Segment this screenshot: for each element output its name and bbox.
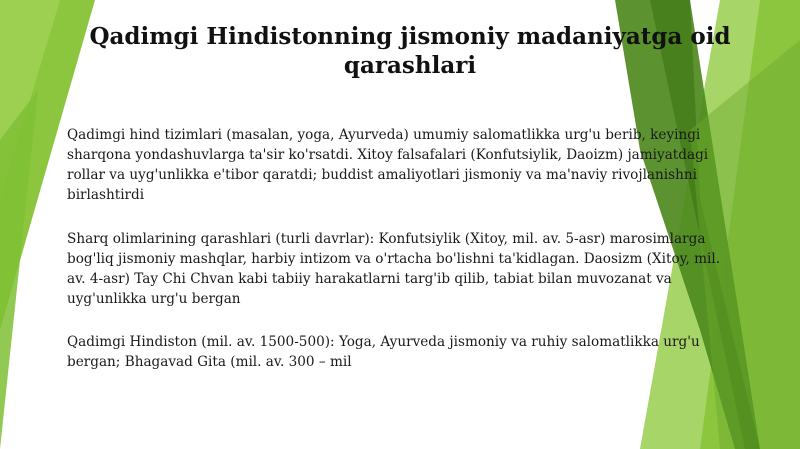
paragraph-1: Qadimgi hind tizimlari (masalan, yoga, Ayurveda) umumiy salomatlikka urg'u berib, keyingi sharqona yondashuvlarga ta'sir ko'rsatdi. Xitoy falsafalari (Konfutsiylik, Daoizm) jamiyatdagi rollar va uyg'unlikka e'tibor qaratdi; buddist amaliyotlari jismoniy va ma'naviy rivojlanishni birlashtirdi: [67, 127, 709, 203]
paragraph-2: Sharq olimlarining qarashlari (turli davrlar): Konfutsiylik (Xitoy, mil. av. 5-asr) marosimlarga bog'liq jismoniy mashqlar, harbiy intizom va o'rtacha bo'lishni ta'kidlagan. Daosizm (Xitoy, mil. av. 4-asr) Tay Chi Chvan kabi tabiiy harakatlarni targ'ib qilib, tabiat bilan muvozanat va uyg'unlikka urg'u bergan: [67, 231, 721, 307]
slide-title: Qadimgi Hindistonning jismoniy madaniyatga oid qarashlari: [89, 23, 731, 79]
paragraph-3: Qadimgi Hindiston (mil. av. 1500-500): Yoga, Ayurveda jismoniy va ruhiy salomatlikka urg'u bergan; Bhagavad Gita (mil. av. 300 – mil: [67, 334, 700, 370]
left-green-shape-lower: [0, 90, 38, 449]
